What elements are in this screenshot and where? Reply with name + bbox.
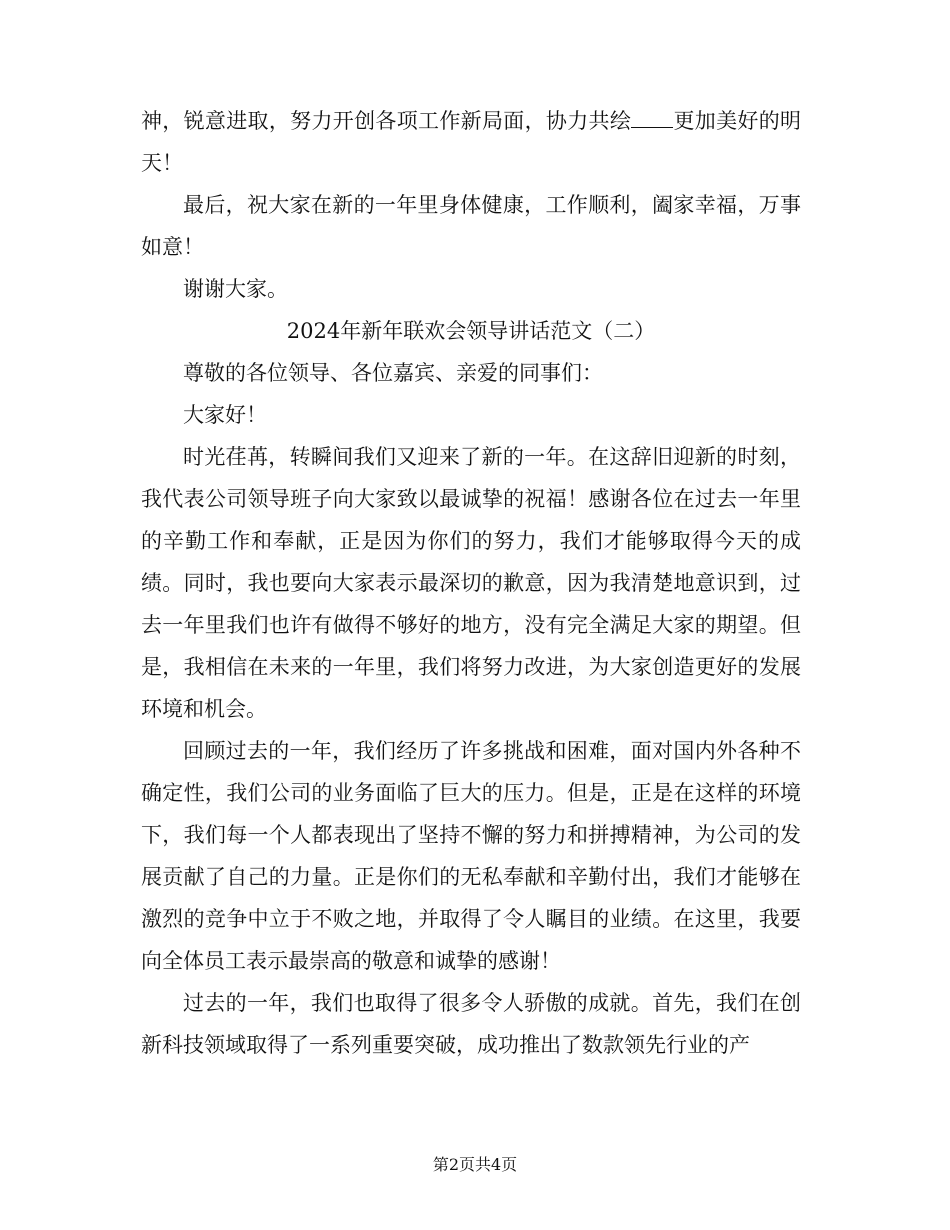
paragraph-continuation xyxy=(141,100,801,184)
paragraph-new-year: 时光荏苒，转瞬间我们又迎来了新的一年。在这辞旧迎新的时刻，我代表公司领导班子向大家致以最诚挚的祝福！感谢各位在过去一年里的辛勤工作和奉献，正是因为你们的努力，我们才能够取得今天的成绩。同时，我也要向大家表示最深切的歉意，因为我清楚地意识到，过去一年里我们也许有做得不够好的地方，没有完全满足大家的期望。但是，我相信在未来的一年里，我们将努力改进，为大家创造更好的发展环境和机会。 xyxy=(141,445,801,721)
page-number: 第2页共4页 xyxy=(432,1155,518,1174)
document-body xyxy=(141,100,801,1066)
paragraph-review: 回顾过去的一年，我们经历了许多挑战和困难，面对国内外各种不确定性，我们公司的业务面临了巨大的压力。但是，正是在这样的环境下，我们每一个人都表现出了坚持不懈的努力和拼搏精神，为公司的发展贡献了自己的力量。正是你们的无私奉献和辛勤付出，我们才能够在激烈的竞争中立于不败之地，并取得了令人瞩目的业绩。在这里，我要向全体员工表示最崇高的敬意和诚挚的感谢！ xyxy=(141,739,801,973)
fill-in-blank xyxy=(631,107,673,128)
paragraph-text: 神，锐意进取，努力开创各项工作新局面，协力共绘 xyxy=(141,109,632,133)
section-title: 2024年新年联欢会领导讲话范文（二） xyxy=(286,319,656,343)
paragraph-closing-wishes: 最后，祝大家在新的一年里身体健康，工作顺利，阖家幸福，万事如意！ xyxy=(141,193,801,259)
paragraph-text: 更加美好的明天！ xyxy=(141,109,802,175)
salutation: 尊敬的各位领导、各位嘉宾、亲爱的同事们： xyxy=(183,361,603,385)
paragraph-achievements: 过去的一年，我们也取得了很多令人骄傲的成就。首先，我们在创新科技领域取得了一系列重要突破，成功推出了数款领先行业的产 xyxy=(141,991,801,1057)
paragraph-thanks: 谢谢大家。 xyxy=(183,277,288,301)
greeting: 大家好！ xyxy=(183,403,267,427)
